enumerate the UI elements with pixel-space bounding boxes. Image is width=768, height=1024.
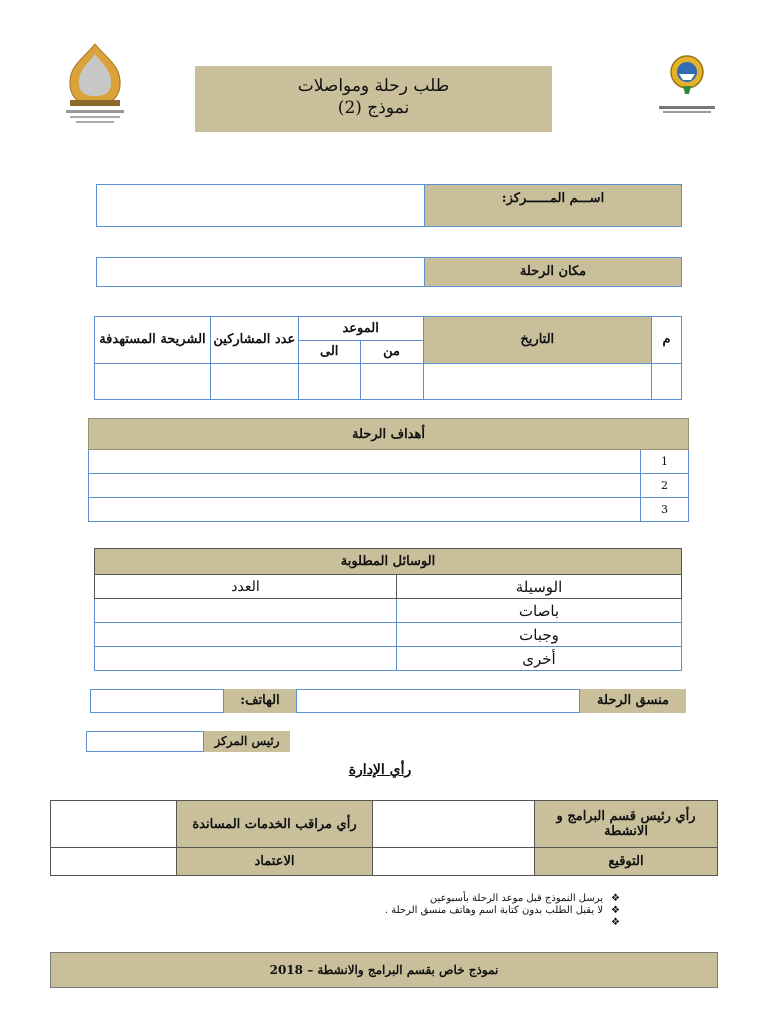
means-item: باصات <box>397 599 682 623</box>
notes-list <box>370 893 620 929</box>
goal-number: 3 <box>641 498 689 522</box>
center-head-label: رئيس المركز <box>204 731 290 752</box>
time-header: الموعد <box>298 317 423 341</box>
kuwait-emblem-logo <box>655 50 720 120</box>
number-header: م <box>652 317 682 364</box>
note-item <box>370 917 620 929</box>
programs-head-label: رأي رئيس قسم البرامج و الانشطة <box>535 801 718 848</box>
phone-label: الهاتف: <box>224 689 296 713</box>
number-cell[interactable] <box>652 363 682 399</box>
support-services-opinion-cell[interactable] <box>51 801 177 848</box>
schedule-table <box>94 316 682 400</box>
goal-cell[interactable] <box>89 450 641 474</box>
center-name-input[interactable] <box>96 184 426 227</box>
note-item: ❖لا يقبل الطلب بدون كتابة اسم وهاتف منسق الرحلة . <box>384 905 620 916</box>
form-title-box <box>195 66 552 132</box>
phone-input[interactable] <box>90 689 224 713</box>
means-count-cell[interactable] <box>95 623 397 647</box>
diamond-bullet-icon: ❖ <box>611 893 620 904</box>
time-to-header: الى <box>298 341 360 363</box>
participants-header: عدد المشاركين <box>210 317 298 364</box>
means-count-cell[interactable] <box>95 599 397 623</box>
goal-number: 2 <box>641 474 689 498</box>
participants-cell[interactable] <box>210 363 298 399</box>
support-services-label: رأي مراقب الخدمات المساندة <box>177 801 373 848</box>
center-head-input[interactable] <box>86 731 204 752</box>
goals-header: أهداف الرحلة <box>89 419 689 450</box>
time-to-cell[interactable] <box>298 363 360 399</box>
footer-bar: نموذج خاص بقسم البرامج والانشطة – 2018 <box>50 952 718 988</box>
center-name-label: اســـم المــــــركز: <box>424 184 682 227</box>
goal-cell[interactable] <box>89 498 641 522</box>
note-item: ❖يرسل النموذج قبل موعد الرحلة بأسبوعين <box>429 893 620 904</box>
date-header: التاريخ <box>423 317 652 364</box>
count-column-header: العدد <box>95 575 397 599</box>
time-from-cell[interactable] <box>360 363 423 399</box>
coordinator-label: منسق الرحلة <box>580 689 686 713</box>
trip-place-label: مكان الرحلة <box>424 257 682 287</box>
goals-table <box>88 418 689 522</box>
form-subtitle: نموذج (2) <box>337 98 410 118</box>
means-count-cell[interactable] <box>95 647 397 671</box>
mosque-dome-logo <box>60 40 130 130</box>
means-header: الوسائل المطلوبة <box>95 549 682 575</box>
diamond-bullet-icon: ❖ <box>611 917 620 928</box>
means-column-header: الوسيلة <box>397 575 682 599</box>
time-from-header: من <box>360 341 423 363</box>
programs-head-opinion-cell[interactable] <box>373 801 535 848</box>
signature-label: التوقيع <box>535 848 718 876</box>
goal-cell[interactable] <box>89 474 641 498</box>
diamond-bullet-icon: ❖ <box>611 905 620 916</box>
means-table <box>94 548 682 671</box>
goal-number: 1 <box>641 450 689 474</box>
means-item: أخرى <box>397 647 682 671</box>
form-title: طلب رحلة ومواصلات <box>297 76 450 96</box>
management-heading: رأي الإدارة <box>348 762 412 778</box>
target-group-header: الشريحة المستهدفة <box>95 317 211 364</box>
target-group-cell[interactable] <box>95 363 211 399</box>
signature-cell[interactable] <box>373 848 535 876</box>
approval-label: الاعتماد <box>177 848 373 876</box>
management-table <box>50 800 718 876</box>
means-item: وجبات <box>397 623 682 647</box>
trip-place-input[interactable] <box>96 257 426 287</box>
approval-cell[interactable] <box>51 848 177 876</box>
date-cell[interactable] <box>423 363 652 399</box>
coordinator-input[interactable] <box>296 689 580 713</box>
